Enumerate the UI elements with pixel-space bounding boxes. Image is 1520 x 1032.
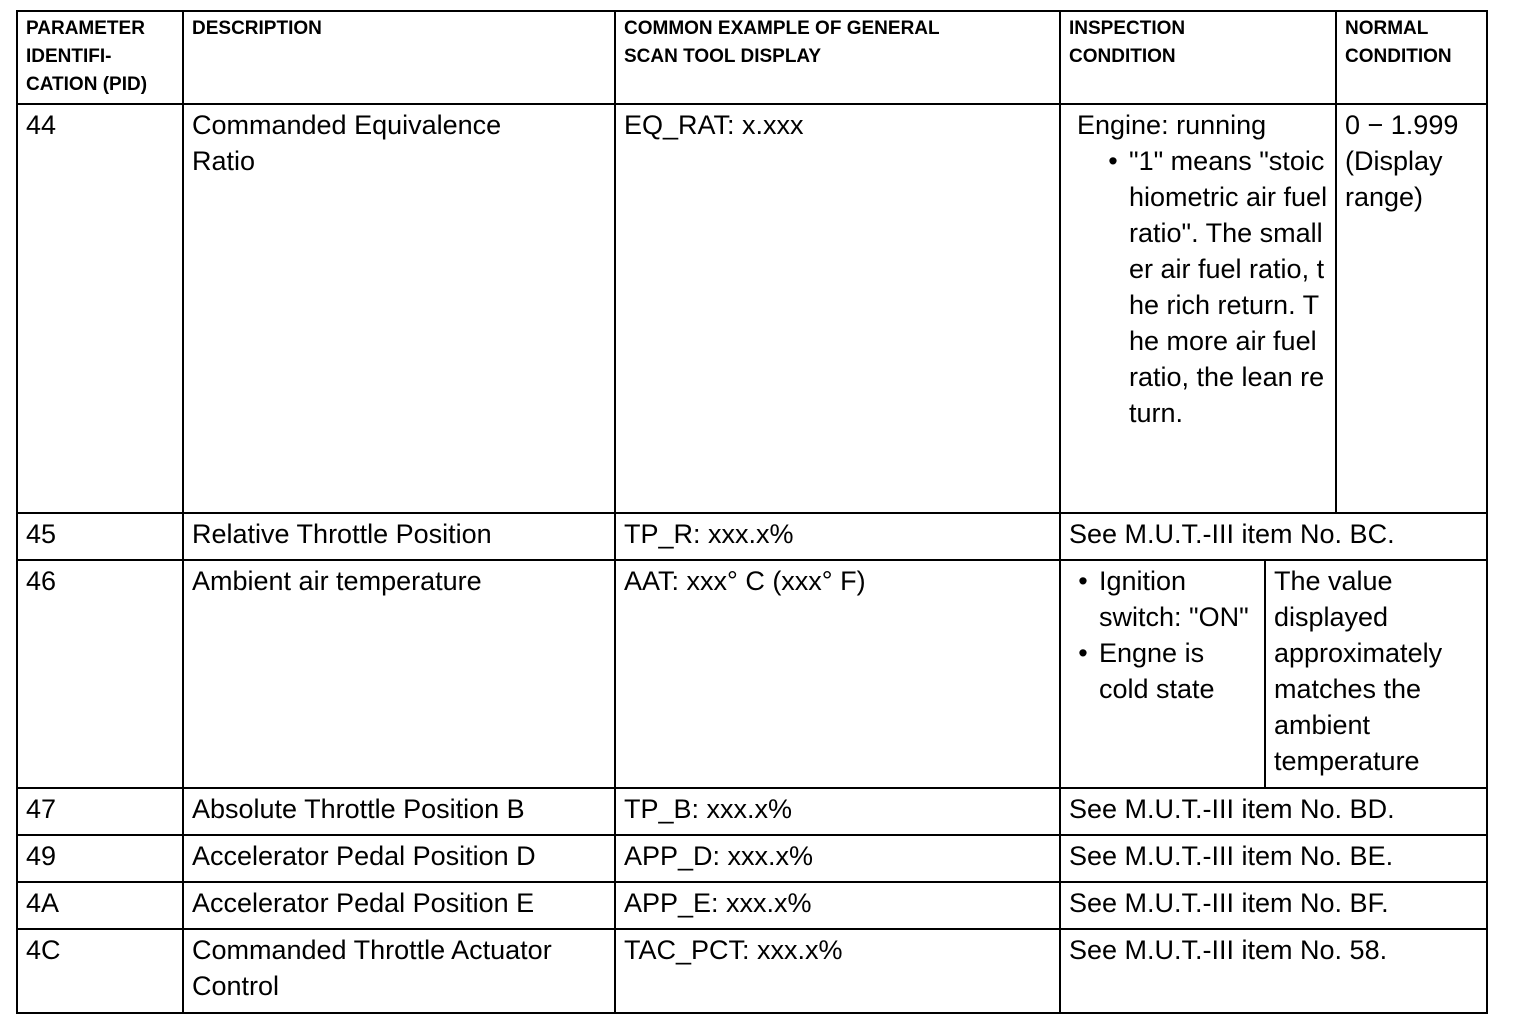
example-value: AAT: xxx° C (xxx° F) [624, 566, 866, 596]
normal-line: The value [1274, 566, 1393, 596]
example-cell [616, 883, 1059, 928]
description-line: Ambient air temperature [192, 566, 482, 596]
inspection-bullet-text: "1" means "stoichiometric air fuel ratio". The smaller air fuel ratio, the rich return. The more air fuel ratio, the lean return. [1129, 146, 1328, 428]
example-cell [616, 105, 1059, 512]
description-cell [184, 930, 614, 1012]
normal-line: temperature [1274, 746, 1420, 776]
inspection-cell [1061, 789, 1486, 834]
pid-cell [18, 789, 182, 834]
inspection-line: Engine: running [1077, 110, 1267, 140]
example-value: APP_E: xxx.x% [624, 888, 812, 918]
inspection-bullet [1097, 143, 1331, 431]
example-cell [616, 514, 1059, 559]
inspection-bullet-text: Engne is cold state [1099, 638, 1215, 704]
description-cell [184, 789, 614, 834]
pid-value: 45 [26, 519, 57, 549]
example-cell [616, 789, 1059, 834]
header-normal-line: CONDITION [1345, 46, 1452, 67]
inspection-cell [1061, 930, 1486, 1012]
example-value: TAC_PCT: xxx.x% [624, 935, 843, 965]
description-line: Ratio [192, 146, 256, 176]
pid-cell [18, 561, 182, 787]
example-value: APP_D: xxx.x% [624, 841, 814, 871]
normal-cell [1337, 105, 1486, 512]
normal-line: matches the [1274, 674, 1422, 704]
header-pid-line: IDENTIFI- [26, 46, 112, 67]
example-cell [616, 561, 1059, 787]
table-border-bottom [16, 1012, 1488, 1014]
description-line: Accelerator Pedal Position E [192, 888, 535, 918]
description-line: Absolute Throttle Position B [192, 794, 525, 824]
bullet-icon: • [1078, 566, 1088, 596]
pid-value: 49 [26, 841, 57, 871]
inspection-bullet-text: Ignition switch: "ON" [1099, 566, 1249, 632]
inspection-cell [1061, 514, 1486, 559]
pid-cell [18, 930, 182, 1012]
inspection-value: See M.U.T.-III item No. BD. [1069, 794, 1395, 824]
normal-line: 0 − 1.999 [1345, 110, 1459, 140]
header-example-line: SCAN TOOL DISPLAY [624, 46, 822, 67]
header-example [616, 12, 1059, 103]
example-value: TP_B: xxx.x% [624, 794, 793, 824]
inspection-cell [1061, 105, 1335, 512]
description-cell [184, 561, 614, 787]
normal-line: (Display [1345, 146, 1443, 176]
inspection-bullet [1067, 563, 1256, 635]
bullet-icon: • [1108, 146, 1118, 176]
example-value: EQ_RAT: x.xxx [624, 110, 804, 140]
normal-line: displayed [1274, 602, 1389, 632]
description-cell [184, 514, 614, 559]
inspection-value: See M.U.T.-III item No. BE. [1069, 841, 1394, 871]
pid-value: 4A [26, 888, 60, 918]
inspection-cell [1061, 561, 1264, 787]
header-inspection-line: INSPECTION [1069, 18, 1186, 39]
inspection-cell [1061, 883, 1486, 928]
example-cell [616, 930, 1059, 1012]
header-normal [1337, 12, 1486, 103]
pid-table [16, 10, 1488, 1014]
inspection-value: See M.U.T.-III item No. BC. [1069, 519, 1395, 549]
inspection-value: See M.U.T.-III item No. 58. [1069, 935, 1388, 965]
header-example-line: COMMON EXAMPLE OF GENERAL [624, 18, 940, 39]
description-line: Commanded Equivalence [192, 110, 502, 140]
pid-value: 46 [26, 566, 57, 596]
header-pid [18, 12, 182, 103]
pid-cell [18, 514, 182, 559]
pid-cell [18, 836, 182, 881]
header-description [184, 12, 614, 103]
inspection-bullet [1067, 635, 1256, 707]
bullet-icon: • [1078, 638, 1088, 668]
description-cell [184, 105, 614, 512]
example-value: TP_R: xxx.x% [624, 519, 794, 549]
header-pid-line: CATION (PID) [26, 74, 148, 95]
normal-line: ambient [1274, 710, 1371, 740]
table-border-right [1486, 10, 1488, 1014]
pid-value: 44 [26, 110, 57, 140]
pid-cell [18, 105, 182, 512]
header-inspection [1061, 12, 1335, 103]
normal-line: approximately [1274, 638, 1443, 668]
pid-cell [18, 883, 182, 928]
description-line: Commanded Throttle Actuator [192, 935, 552, 965]
example-cell [616, 836, 1059, 881]
description-line: Control [192, 971, 280, 1001]
normal-cell [1266, 561, 1486, 787]
description-line: Accelerator Pedal Position D [192, 841, 536, 871]
header-inspection-line: CONDITION [1069, 46, 1176, 67]
pid-value: 4C [26, 935, 61, 965]
description-line: Relative Throttle Position [192, 519, 492, 549]
pid-value: 47 [26, 794, 57, 824]
header-description-text: DESCRIPTION [192, 18, 322, 39]
normal-line: range) [1345, 182, 1424, 212]
header-pid-line: PARAMETER [26, 18, 145, 39]
description-cell [184, 883, 614, 928]
header-normal-line: NORMAL [1345, 18, 1429, 39]
description-cell [184, 836, 614, 881]
inspection-value: See M.U.T.-III item No. BF. [1069, 888, 1389, 918]
inspection-cell [1061, 836, 1486, 881]
